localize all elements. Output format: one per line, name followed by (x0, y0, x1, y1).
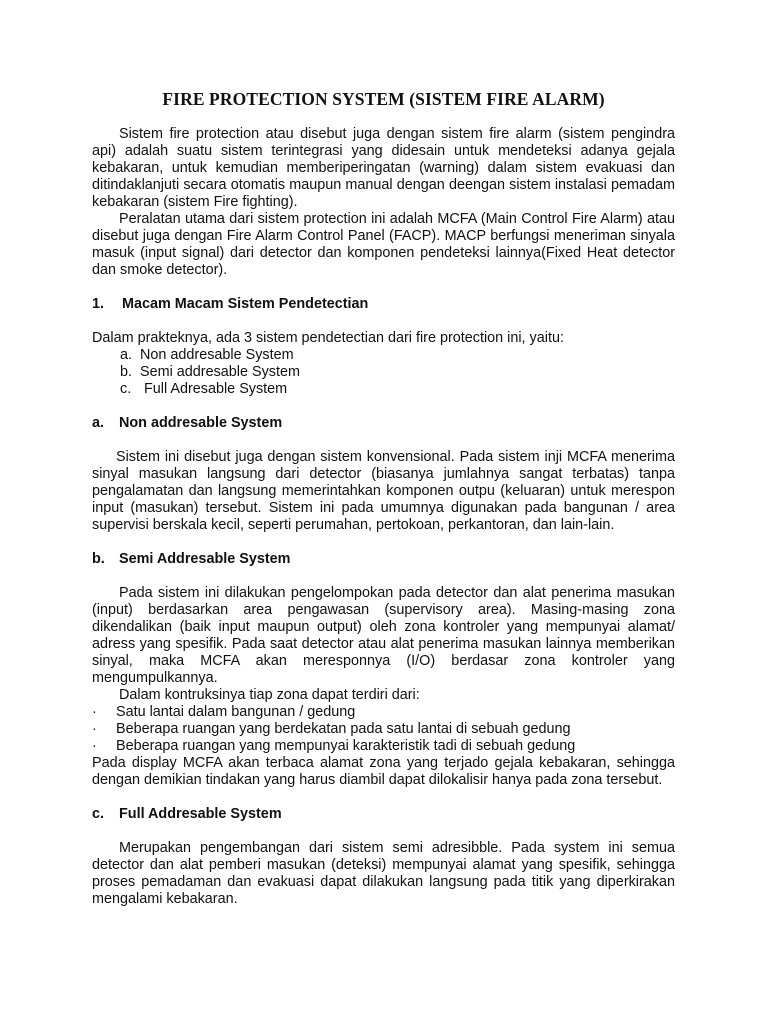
section-b-number: b. (92, 551, 105, 567)
spacer (92, 313, 675, 330)
section-b-body: Pada sistem ini dilakukan pengelompokan pada detector dan alat penerima masukan (input) berdasarkan area pengawasan (supervisory area). Masing-masing zona dikendalikan (baik input maupun output) oleh zona kontroler yang mempunyai alamat/ adress yang spesifik. Pada saat detector atau alat penerima masukan lainnya memberikan sinyal, maka MCFA akan meresponnya (I/O) berdasar zona kontroler yang mengumpulkannya. (92, 585, 675, 686)
section-b-lead: Dalam kontruksinya tiap zona dapat terdiri dari: (119, 687, 420, 703)
section-c-number: c. (92, 806, 105, 822)
document-page (92, 88, 675, 908)
section-b-tail: Pada display MCFA akan terbaca alamat zona yang terjado gejala kebakaran, sehingga dengan demikian tindakan yang harus diambil dapat dilokalisir hanya pada zona tersebut. (92, 755, 675, 788)
list-item (92, 738, 675, 755)
list-item (92, 381, 675, 398)
section-c-heading (92, 806, 675, 823)
spacer (92, 398, 675, 415)
spacer (92, 432, 675, 449)
list-item-text: Beberapa ruangan yang mempunyai karakteristik tadi di sebuah gedung (116, 738, 576, 754)
list-item (92, 347, 675, 364)
section-1-lead: Dalam prakteknya, ada 3 sistem pendetectian dari fire protection ini, yaitu: (92, 330, 564, 346)
zone-composition-list (92, 704, 675, 755)
spacer (92, 279, 675, 296)
bullet-dot: · (92, 721, 97, 737)
section-a-number: a. (92, 415, 105, 431)
list-item-text: Non addresable System (140, 347, 294, 363)
document-title: FIRE PROTECTION SYSTEM (SISTEM FIRE ALARM) (162, 89, 605, 109)
section-a-heading (92, 415, 675, 432)
list-item-text: Semi addresable System (140, 364, 300, 380)
list-marker: a. (120, 347, 133, 363)
section-1-number: 1. (92, 296, 105, 312)
detection-system-list (92, 347, 675, 398)
intro-paragraph-1: Sistem fire protection atau disebut juga dengan sistem fire alarm (sistem pengindra api) adalah suatu sistem terintegrasi yang didesain untuk mendeteksi adanya gejala kebakaran, untuk kemudian memberiperingatan (warning) dalam sistem evakuasi dan ditindaklanjuti secara otomatis maupun manual dengan deengan sistem instalasi pemadam kebakaran (sistem Fire fighting). (92, 126, 675, 210)
section-a-body: Sistem ini disebut juga dengan sistem konvensional. Pada sistem inji MCFA menerima sinyal masukan langsung dari detector (biasanya jumlahnya sangat terbatas) tanpa pengalamatan dan langsung memerintahkan komponen outpu (keluaran) untuk merespon input (masukan) tersebut. Sistem ini pada umumnya digunakan pada bangunan / area supervisi berskala kecil, seperti perumahan, pertokoan, perkantoran, dan lain-lain. (92, 449, 675, 533)
section-c-title: Full Addresable System (119, 806, 282, 822)
bullet-dot: · (92, 704, 97, 720)
section-c-body: Merupakan pengembangan dari sistem semi adresibble. Pada system ini semua detector dan alat pemberi masukan (deteksi) mempunyai alamat yang spesifik, sehingga proses pemadaman dan evakuasi dapat dilakukan langsung pada titik yang diperkirakan mengalami kebakaran. (92, 840, 675, 907)
section-1-title: Macam Macam Sistem Pendetectian (122, 296, 369, 312)
section-1-heading (92, 296, 675, 313)
list-marker: b. (120, 364, 133, 380)
list-item (92, 704, 675, 721)
section-a-title: Non addresable System (119, 415, 283, 431)
list-marker: c. (120, 381, 132, 397)
spacer (92, 789, 675, 806)
intro-paragraph-2: Peralatan utama dari sistem protection ini adalah MCFA (Main Control Fire Alarm) atau disebut juga dengan Fire Alarm Control Panel (FACP). MACP berfungsi meneriman sinyala masuk (input signal) dari detector dan komponen pendeteksi lainnya(Fixed Heat detector dan smoke detector). (92, 211, 675, 278)
section-b-title: Semi Addresable System (119, 551, 291, 567)
list-item (92, 364, 675, 381)
spacer (92, 568, 675, 585)
list-item-text: Beberapa ruangan yang berdekatan pada satu lantai di sebuah gedung (116, 721, 571, 737)
section-b-heading (92, 551, 675, 568)
spacer (92, 823, 675, 840)
list-item-text: Satu lantai dalam bangunan / gedung (116, 704, 356, 720)
spacer (92, 534, 675, 551)
bullet-dot: · (92, 738, 97, 754)
list-item-text: Full Adresable System (140, 381, 288, 397)
list-item (92, 721, 675, 738)
